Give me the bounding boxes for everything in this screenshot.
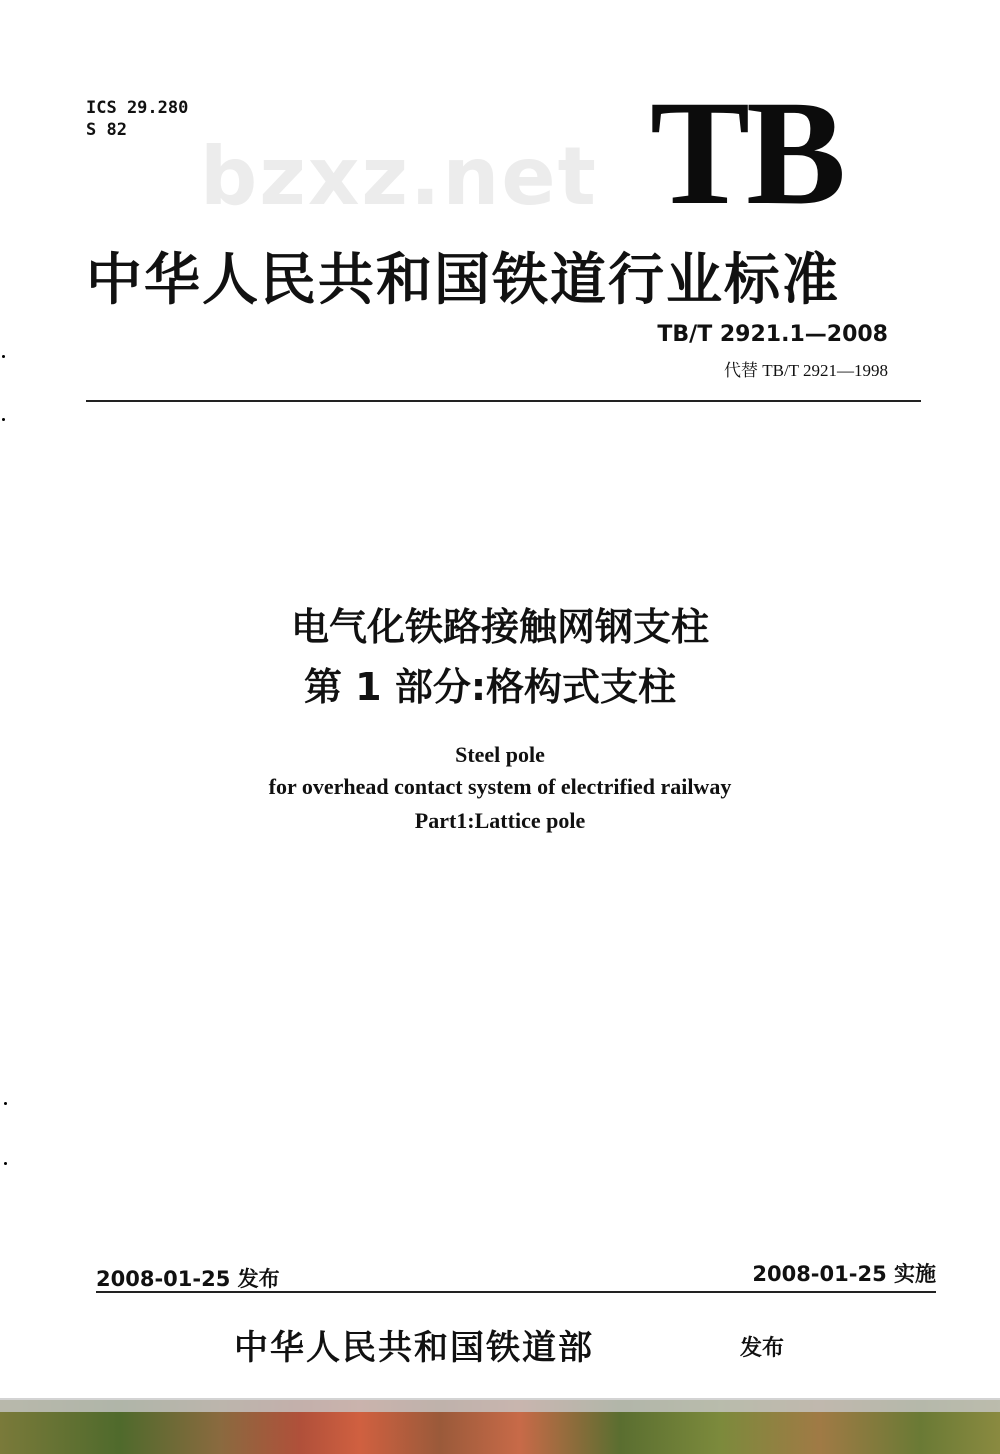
scan-speck [2,418,5,421]
document-title-en-line2: for overhead contact system of electrified railway [268,774,732,799]
ics-code-block [86,97,188,141]
tb-logo: TB [650,70,843,236]
implementation-date: 2008-01-25 实施 [752,1262,936,1286]
document-title-zh-line2: 第 1 部分:格构式支柱 [303,665,677,709]
scan-speck [4,1102,7,1105]
replaces-standard: 代替 TB/T 2921—1998 [723,361,888,380]
document-title-zh-line1: 电气化铁路接触网钢支柱 [290,605,709,649]
header-divider [86,400,921,402]
ccs-code: S 82 [86,120,127,140]
document-title-en-line1: Steel pole [455,742,545,767]
standard-number: TB/T 2921.1—2008 [657,322,888,347]
scan-speck [4,1162,7,1165]
document-title-en-line3: Part1:Lattice pole [414,808,586,833]
publisher: 中华人民共和国铁道部 [234,1328,594,1368]
footer-divider [96,1291,936,1293]
ics-code: ICS 29.280 [86,98,189,118]
publisher-suffix: 发布 [740,1336,785,1361]
standard-title: 中华人民共和国铁道行业标准 [86,248,840,313]
scan-edge-shadow [0,1398,1000,1412]
watermark: bzxz.net [200,130,598,223]
issue-date: 2008-01-25 发布 [96,1267,280,1291]
scan-speck [2,355,5,358]
